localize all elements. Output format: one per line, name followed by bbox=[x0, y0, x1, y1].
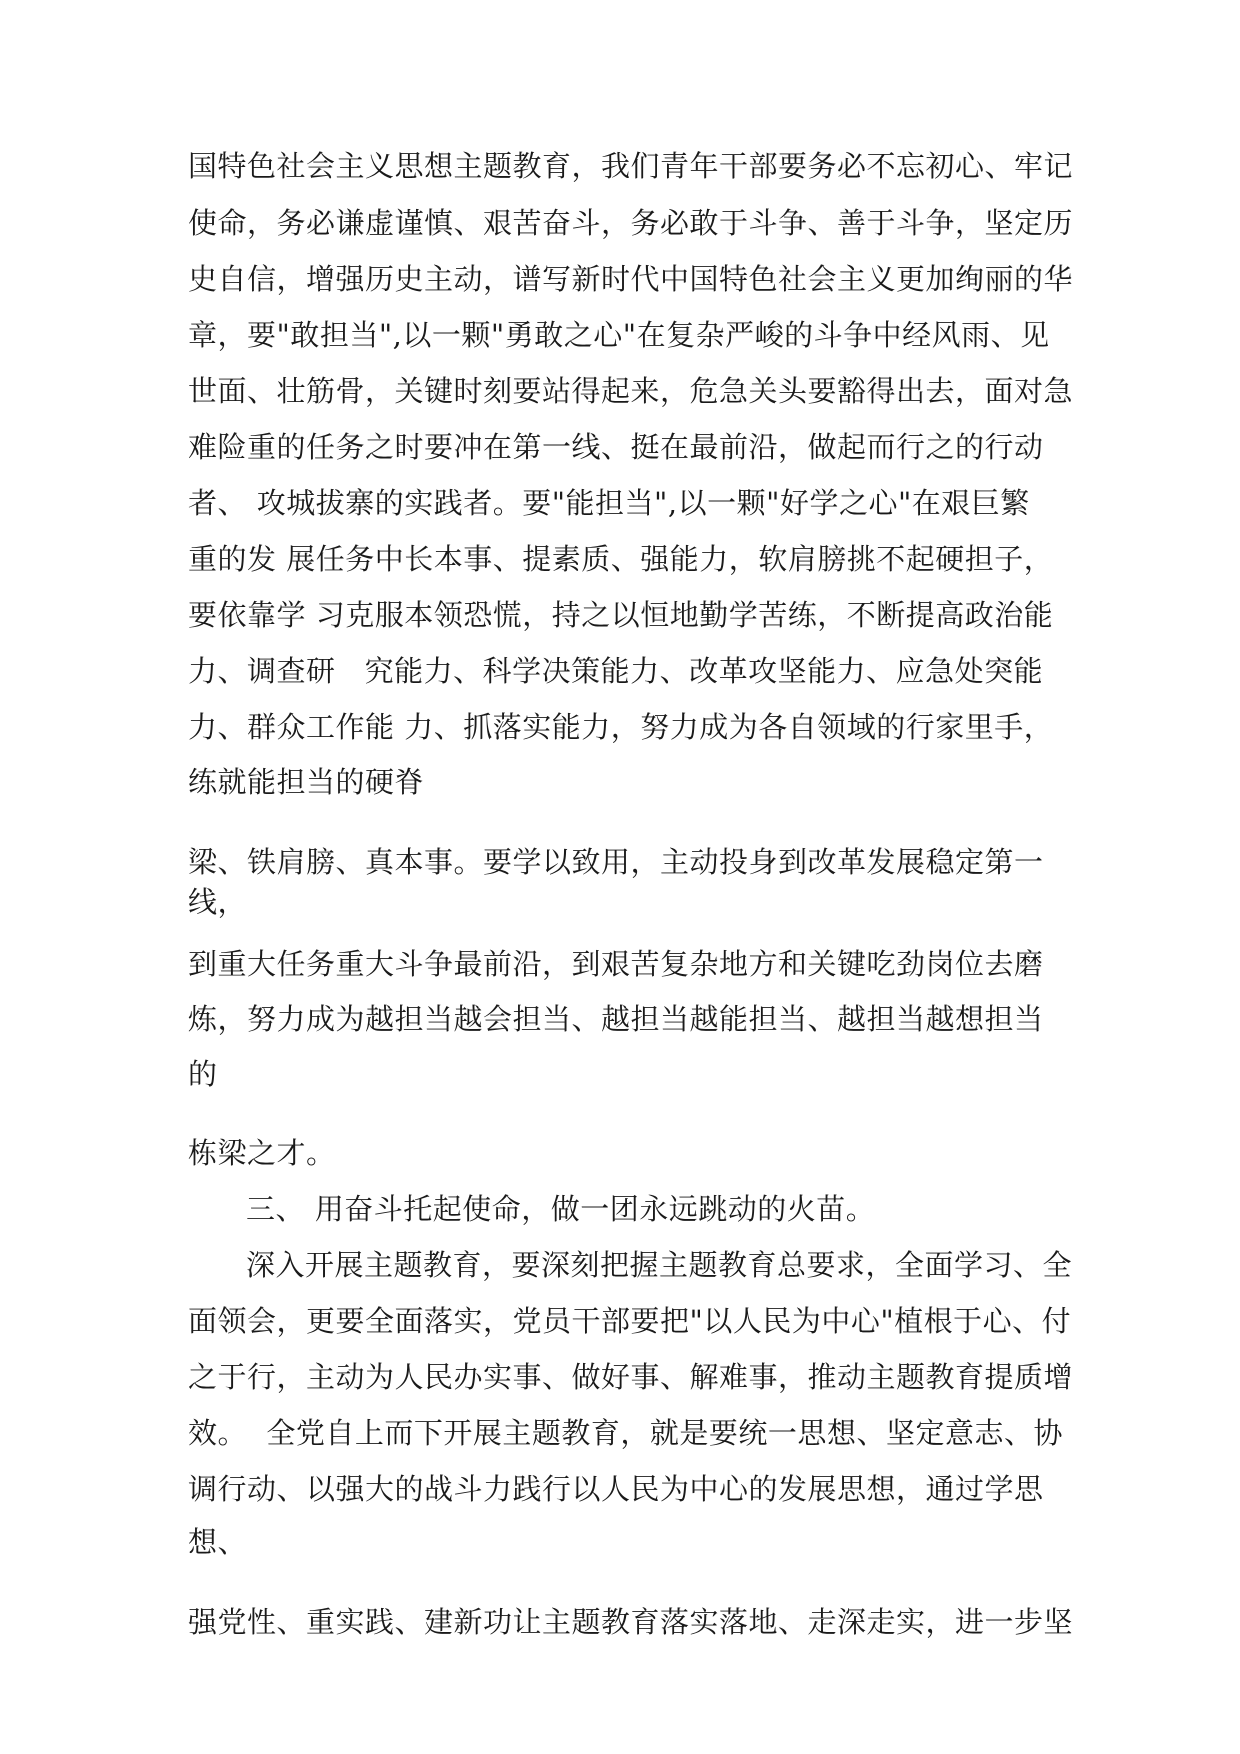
text-line: 史自信，增强历史主动，谱写新时代中国特色社会主义更加绚丽的华 bbox=[188, 262, 1074, 296]
text-line: 使命，务必谦虚谨慎、艰苦奋斗，务必敢于斗争、善于斗争，坚定历 bbox=[188, 206, 1074, 240]
text-line: 力、调查研 究能力、科学决策能力、改革攻坚能力、应急处突能 bbox=[188, 654, 1044, 688]
text-line: 国特色社会主义思想主题教育，我们青年干部要务必不忘初心、牢记 bbox=[188, 149, 1074, 183]
text-line: 强党性、重实践、建新功让主题教育落实落地、走深走实，进一步坚 bbox=[188, 1605, 1074, 1639]
text-line: 梁、铁肩膀、真本事。要学以致用，主动投身到改革发展稳定第一 bbox=[188, 845, 1044, 879]
text-line: 炼，努力成为越担当越会担当、越担当越能担当、越担当越想担当 bbox=[188, 1002, 1044, 1036]
text-line: 想、 bbox=[188, 1525, 248, 1559]
section-heading: 三、 用奋斗托起使命，做一团永远跳动的火苗。 bbox=[246, 1192, 876, 1226]
text-line: 面领会，更要全面落实，党员干部要把"以人民为中心"植根于心、付 bbox=[188, 1304, 1072, 1338]
text-line: 之于行，主动为人民办实事、做好事、解难事，推动主题教育提质增 bbox=[188, 1360, 1074, 1394]
text-line: 力、群众工作能 力、抓落实能力，努力成为各自领域的行家里手， bbox=[188, 710, 1054, 744]
text-line: 要依靠学 习克服本领恐慌，持之以恒地勤学苦练，不断提高政治能 bbox=[188, 598, 1054, 632]
text-line: 重的发 展任务中长本事、提素质、强能力，软肩膀挑不起硬担子， bbox=[188, 542, 1054, 576]
text-line: 到重大任务重大斗争最前沿，到艰苦复杂地方和关键吃劲岗位去磨 bbox=[188, 947, 1044, 981]
text-line: 栋梁之才。 bbox=[188, 1136, 336, 1170]
text-line: 效。 全党自上而下开展主题教育，就是要统一思想、坚定意志、协 bbox=[188, 1416, 1063, 1450]
text-line: 调行动、以强大的战斗力践行以人民为中心的发展思想，通过学思 bbox=[188, 1472, 1044, 1506]
text-line: 章，要"敢担当",以一颗"勇敢之心"在复杂严峻的斗争中经风雨、见 bbox=[188, 318, 1050, 352]
text-line: 世面、壮筋骨，关键时刻要站得起来，危急关头要豁得出去，面对急 bbox=[188, 374, 1074, 408]
text-line: 者、 攻城拔寨的实践者。要"能担当",以一颗"好学之心"在艰巨繁 bbox=[188, 486, 1030, 520]
text-line: 练就能担当的硬脊 bbox=[188, 765, 425, 799]
text-line: 的 bbox=[188, 1057, 218, 1091]
text-line: 线， bbox=[188, 885, 248, 919]
text-line: 难险重的任务之时要冲在第一线、挺在最前沿，做起而行之的行动 bbox=[188, 430, 1044, 464]
text-line: 深入开展主题教育，要深刻把握主题教育总要求，全面学习、全 bbox=[246, 1248, 1073, 1282]
